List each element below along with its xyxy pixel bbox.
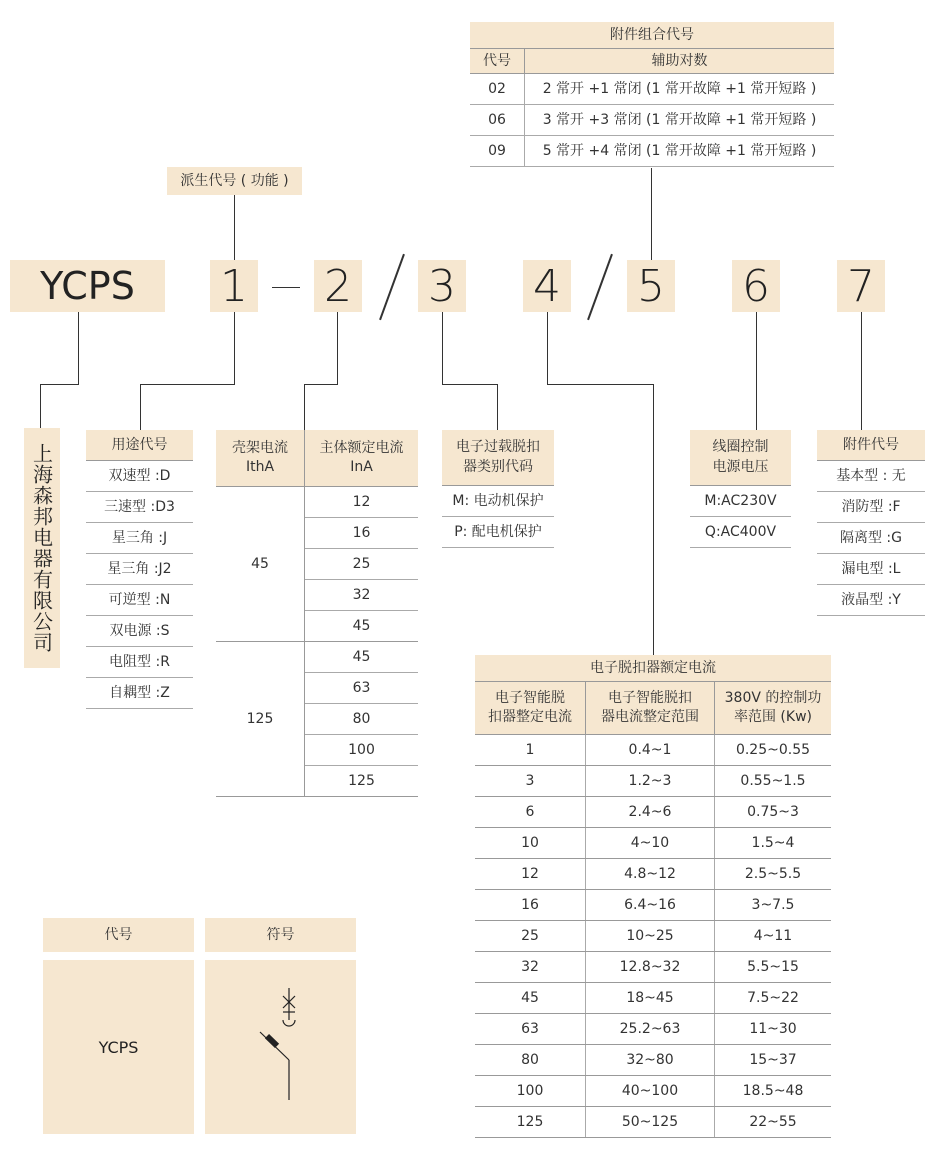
accessory-combo-col-code: 代号 <box>470 49 525 73</box>
frame-col1-sub: IthA <box>245 459 275 475</box>
usage-item: 双速型 :D <box>86 461 193 492</box>
usage-title: 用途代号 <box>86 430 193 461</box>
model-digit-7: 7 <box>837 260 885 312</box>
trip-cell: 0.75~3 <box>747 804 799 820</box>
trip-cell: 2.4~6 <box>586 797 715 827</box>
model-digit-4: 4 <box>523 260 571 312</box>
trip-cell: 3 <box>475 766 586 796</box>
overload-list <box>442 430 554 548</box>
trip-cell: 12.8~32 <box>586 952 715 982</box>
usage-item: 星三角 :J2 <box>86 554 193 585</box>
trip-cell: 12 <box>475 859 586 889</box>
accessory-item: 液晶型 :Y <box>817 585 925 616</box>
trip-row <box>475 859 831 890</box>
model-digit-5: 5 <box>627 260 675 312</box>
trip-cell: 2.5~5.5 <box>744 866 802 882</box>
frame-group <box>216 642 418 797</box>
frame-col2-title: 主体额定电流 <box>319 440 404 456</box>
accessory-combo-code: 02 <box>470 74 525 104</box>
trip-cell: 16 <box>475 890 586 920</box>
model-slash-2 <box>587 254 613 320</box>
model-brand: YCPS <box>10 260 165 312</box>
trip-row <box>475 766 831 797</box>
rated-current: 63 <box>305 673 418 704</box>
trip-col1-l2: 扣器整定电流 <box>488 709 572 725</box>
trip-title: 电子脱扣器额定电流 <box>475 655 831 682</box>
trip-cell: 0.25~0.55 <box>735 742 811 758</box>
trip-cell: 10 <box>475 828 586 858</box>
trip-cell: 100 <box>475 1076 586 1106</box>
overload-item: M: 电动机保护 <box>442 486 554 517</box>
trip-cell: 6 <box>475 797 586 827</box>
trip-cell: 32~80 <box>586 1045 715 1075</box>
trip-cell: 22~55 <box>749 1114 797 1130</box>
coil-title-2: 电源电压 <box>712 459 769 475</box>
trip-cell: 15~37 <box>749 1052 797 1068</box>
accessory-combo-row <box>470 136 834 167</box>
trip-cell: 50~125 <box>586 1107 715 1137</box>
rated-current: 16 <box>305 518 418 549</box>
accessory-combo-desc: 3 常开 +3 常闭 (1 常开故障 +1 常开短路 ) <box>542 112 817 128</box>
frame-value: 45 <box>251 556 269 572</box>
trip-cell: 4~11 <box>753 928 793 944</box>
model-digit-1: 1 <box>210 260 258 312</box>
trip-col2-l2: 器电流整定范围 <box>601 709 699 725</box>
accessory-combo-header <box>470 49 834 74</box>
accessory-list <box>817 430 925 616</box>
usage-item: 可逆型 :N <box>86 585 193 616</box>
overload-title-1: 电子过载脱扣 <box>456 439 540 455</box>
accessory-combo-rows <box>470 74 834 167</box>
trip-row <box>475 983 831 1014</box>
accessory-item: 漏电型 :L <box>817 554 925 585</box>
trip-cell: 32 <box>475 952 586 982</box>
coil-item: M:AC230V <box>690 486 791 517</box>
trip-cell: 10~25 <box>586 921 715 951</box>
trip-cell: 4.8~12 <box>586 859 715 889</box>
accessory-combo-desc: 2 常开 +1 常闭 (1 常开故障 +1 常开短路 ) <box>542 81 817 97</box>
frame-col2-sub: InA <box>350 459 373 475</box>
trip-cell: 6.4~16 <box>586 890 715 920</box>
usage-item: 自耦型 :Z <box>86 678 193 709</box>
trip-row <box>475 952 831 983</box>
accessory-combo-desc: 5 常开 +4 常闭 (1 常开故障 +1 常开短路 ) <box>542 143 817 159</box>
symbol-symbol-header: 符号 <box>205 918 356 952</box>
trip-cell: 63 <box>475 1014 586 1044</box>
trip-cell: 5.5~15 <box>747 959 799 975</box>
accessory-combo-row <box>470 105 834 136</box>
coil-title-1: 线圈控制 <box>712 439 769 455</box>
rated-current: 12 <box>305 487 418 518</box>
symbol-code-cell <box>43 960 194 1134</box>
accessory-combo-col-desc: 辅助对数 <box>651 53 708 69</box>
accessory-item: 隔离型 :G <box>817 523 925 554</box>
accessory-title: 附件代号 <box>817 430 925 461</box>
overload-title-2: 器类别代码 <box>463 459 533 475</box>
model-dash <box>272 287 300 288</box>
model-digit-6: 6 <box>732 260 780 312</box>
usage-item: 三速型 :D3 <box>86 492 193 523</box>
trip-row <box>475 1107 831 1138</box>
rated-current: 45 <box>305 642 418 673</box>
trip-cell: 3~7.5 <box>751 897 795 913</box>
trip-col1-l1: 电子智能脱 <box>495 690 565 706</box>
usage-item: 星三角 :J <box>86 523 193 554</box>
trip-cell: 80 <box>475 1045 586 1075</box>
rated-current: 125 <box>348 773 375 789</box>
trip-cell: 125 <box>475 1107 586 1137</box>
trip-cell: 40~100 <box>586 1076 715 1106</box>
trip-col3-l2: 率范围 (Kw) <box>733 709 812 725</box>
accessory-combo-code: 09 <box>470 136 525 166</box>
rated-current: 25 <box>305 549 418 580</box>
usage-list <box>86 430 193 709</box>
symbol-graphic-cell <box>205 960 356 1134</box>
trip-row <box>475 828 831 859</box>
rated-current: 45 <box>352 618 371 634</box>
usage-item: 电阻型 :R <box>86 647 193 678</box>
frame-group <box>216 487 418 642</box>
rated-current: 80 <box>305 704 418 735</box>
trip-rows <box>475 735 831 1138</box>
frame-table <box>216 430 418 797</box>
trip-row <box>475 735 831 766</box>
model-slash-1 <box>379 254 405 320</box>
derived-code-label: 派生代号 ( 功能 ) <box>167 167 302 195</box>
trip-cell: 4~10 <box>586 828 715 858</box>
trip-cell: 7.5~22 <box>747 990 799 1006</box>
trip-cell: 1.2~3 <box>586 766 715 796</box>
breaker-symbol-icon <box>205 960 356 1134</box>
accessory-item: 基本型 : 无 <box>817 461 925 492</box>
company-name: 上海森邦电器有限公司 <box>24 428 60 668</box>
trip-cell: 18~45 <box>586 983 715 1013</box>
accessory-combo-row <box>470 74 834 105</box>
trip-row <box>475 921 831 952</box>
trip-cell: 25.2~63 <box>586 1014 715 1044</box>
trip-cell: 25 <box>475 921 586 951</box>
trip-row <box>475 1076 831 1107</box>
trip-cell: 0.4~1 <box>586 735 715 765</box>
model-digit-2: 2 <box>314 260 362 312</box>
trip-table <box>475 655 831 1138</box>
accessory-item: 消防型 :F <box>817 492 925 523</box>
trip-cell: 0.55~1.5 <box>740 773 806 789</box>
accessory-combo-title: 附件组合代号 <box>470 22 834 49</box>
accessory-combo-code: 06 <box>470 105 525 135</box>
trip-col3-l1: 380V 的控制功 <box>724 690 822 706</box>
overload-item: P: 配电机保护 <box>442 517 554 548</box>
symbol-code-header: 代号 <box>43 918 194 952</box>
trip-row <box>475 1014 831 1045</box>
trip-cell: 1.5~4 <box>751 835 795 851</box>
trip-cell: 18.5~48 <box>742 1083 804 1099</box>
usage-item: 双电源 :S <box>86 616 193 647</box>
rated-current: 100 <box>305 735 418 766</box>
coil-list <box>690 430 791 548</box>
trip-row <box>475 1045 831 1076</box>
trip-row <box>475 797 831 828</box>
model-digit-3: 3 <box>418 260 466 312</box>
frame-value: 125 <box>246 711 274 727</box>
rated-current: 32 <box>305 580 418 611</box>
frame-groups <box>216 487 418 797</box>
coil-item: Q:AC400V <box>690 517 791 548</box>
trip-cell: 45 <box>475 983 586 1013</box>
trip-row <box>475 890 831 921</box>
trip-cell: 11~30 <box>749 1021 797 1037</box>
frame-col1-title: 壳架电流 <box>232 440 288 456</box>
symbol-code-value: YCPS <box>98 1037 139 1057</box>
trip-cell: 1 <box>475 735 586 765</box>
trip-col2-l1: 电子智能脱扣 <box>608 690 692 706</box>
accessory-combo-table <box>470 22 834 167</box>
